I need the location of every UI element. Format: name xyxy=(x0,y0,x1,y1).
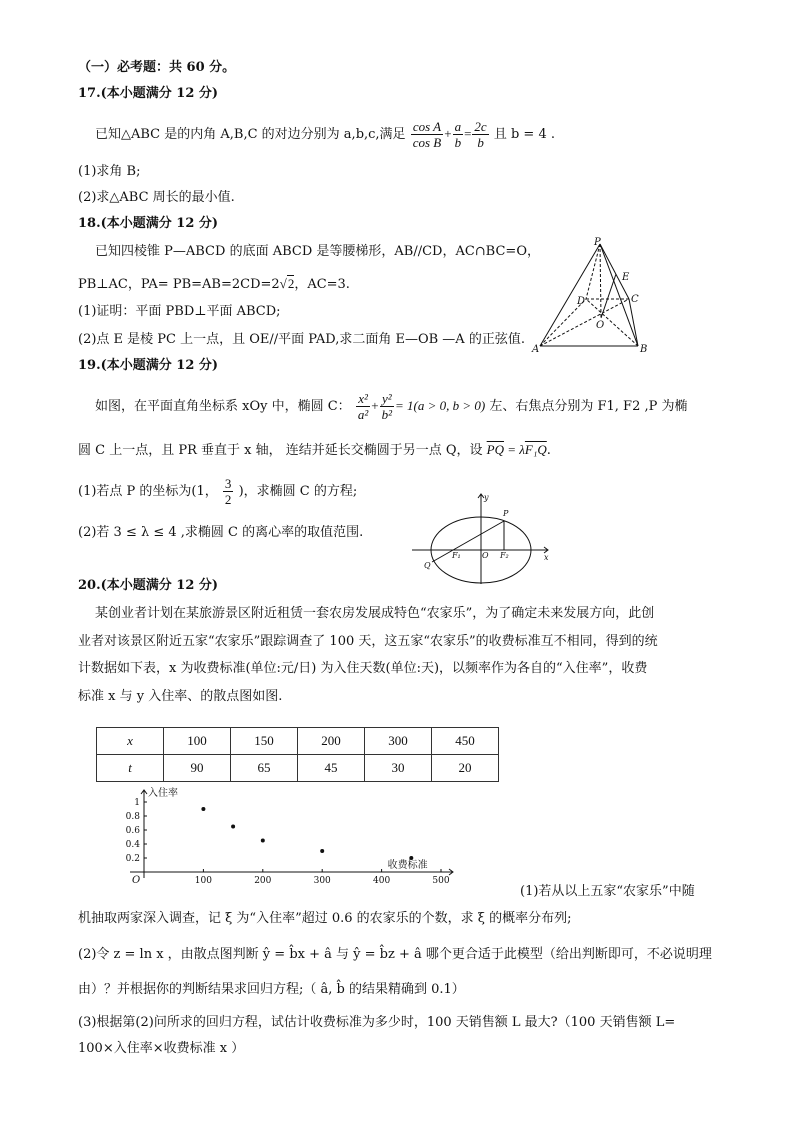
q19-frac-x2a2: $\frac{\text{x²}}{\text{a²}}$ xyxy=(357,391,369,422)
edge-PO-hidden xyxy=(600,244,601,318)
edge-PD-hidden xyxy=(586,244,600,299)
q20-para4: 标准 x 与 y 入住率、的散点图如图. xyxy=(78,689,283,704)
q18-line2-sqrt: 2 xyxy=(287,276,295,291)
y-tick-label: 0.2 xyxy=(125,854,140,864)
q19-frac-y2b2: $\frac{\text{y²}}{\text{b²}}$ xyxy=(381,391,392,422)
q19-line1 xyxy=(95,389,687,424)
q17-equals: = xyxy=(464,126,472,141)
q20-part3-a: (3)根据第(2)问所求的回归方程，试估计收费标准为多少时，100 天销售额 L 最大?（100 天销售额 L= xyxy=(78,1015,676,1030)
segment-PQ xyxy=(432,521,504,562)
table-cell: 65 xyxy=(231,755,298,782)
x-tick-label: 500 xyxy=(432,876,450,884)
scatter-x-label: 收费标准 xyxy=(387,860,428,871)
q20-para2: 业者对该景区附近五家“农家乐”跟踪调查了 100 天，这五家“农家乐”的收费标准互不相同，得到的统 xyxy=(78,634,658,649)
x-tick-label: 400 xyxy=(373,876,391,884)
q19-line1-pre: 如图，在平面直角坐标系 xOy 中，椭圆 C： xyxy=(95,399,351,414)
q18-line2 xyxy=(78,275,350,294)
q17-frac-2cb: $\frac{2c}{b}$ xyxy=(474,119,487,150)
data-table xyxy=(96,727,499,782)
scatter-y-label: 入住率 xyxy=(148,788,178,799)
q19-eq-lambda: = λ xyxy=(504,442,525,457)
label-x: x xyxy=(544,553,549,562)
q17-frac-cos: $\frac{\text{cos A}}{\text{cos B}}$ xyxy=(412,119,442,150)
table-cell: 450 xyxy=(432,728,499,755)
q18-line1: 已知四棱锥 P—ABCD 的底面 ABCD 是等腰梯形，AB//CD，AC∩BC=O， xyxy=(95,244,540,259)
q19-plus: + xyxy=(371,398,379,413)
q19-part1-pre: (1)若点 P 的坐标为(1， xyxy=(78,484,218,499)
scatter-point xyxy=(320,849,324,853)
q19-line2-pre: 圆 C 上一点，且 PR 垂直于 x 轴， 连结并延长交椭圆于另一点 Q，设 xyxy=(78,443,483,458)
q20-part1-b: 机抽取两家深入调查，记 ξ 为“入住率”超过 0.6 的农家乐的个数，求 ξ 的概率分布列; xyxy=(78,911,572,926)
y-tick-label: 1 xyxy=(134,798,140,808)
q18-part2: (2)点 E 是棱 PC 上一点，且 OE//平面 PAD,求二面角 E—OB —A 的正弦值. xyxy=(78,332,525,347)
q19-number: 19.(本小题满分 12 分) xyxy=(78,358,219,373)
pyramid-figure xyxy=(530,236,660,358)
x-tick-label: 300 xyxy=(313,876,331,884)
scatter-origin-label: O xyxy=(132,875,141,884)
table-cell: 150 xyxy=(231,728,298,755)
x-tick-label: 200 xyxy=(254,876,272,884)
q17-stem-pre: 已知△ABC 是的内角 A,B,C 的对边分别为 a,b,c,满足 xyxy=(95,127,406,142)
q20-part2-a: (2)令 z = ln x ，由散点图判断 ŷ = b̂x + â 与 ŷ = b̂z + â 哪个更合适于此模型（给出判断即可，不必说明理 xyxy=(78,947,712,962)
label-y: y xyxy=(484,493,489,502)
label-D: D xyxy=(577,296,586,307)
q20-part1-a: (1)若从以上五家“农家乐”中随 xyxy=(520,884,695,899)
table-cell: 90 xyxy=(164,755,231,782)
label-O: O xyxy=(482,551,489,560)
q20-para3: 计数据如下表，x 为收费标准(单位:元/日) 为入住天数(单位:天)，以频率作为各自的“入住率”，收费 xyxy=(78,661,648,676)
label-O: O xyxy=(596,320,605,331)
q19-line2-post: . xyxy=(546,443,551,458)
q20-number: 20.(本小题满分 12 分) xyxy=(78,578,219,593)
table-cell: 200 xyxy=(298,728,365,755)
table-row-x xyxy=(97,728,499,755)
y-tick-label: 0.4 xyxy=(125,840,140,850)
table-cell: 100 xyxy=(164,728,231,755)
label-F2: F₂ xyxy=(500,551,509,560)
label-E: E xyxy=(622,272,630,283)
label-Q: Q xyxy=(424,561,431,570)
table-cell: 300 xyxy=(365,728,432,755)
q19-part1 xyxy=(78,475,357,509)
label-P: P xyxy=(594,237,601,248)
section-heading: （一）必考题：共 60 分。 xyxy=(78,60,236,75)
q19-frac-3-2: $\frac{3}{2}$ xyxy=(224,476,232,507)
label-P: P xyxy=(503,509,509,518)
q19-ellipse-cond: = 1(a > 0, b > 0) xyxy=(394,398,486,413)
q17-plus: + xyxy=(444,126,452,141)
q17-part1: (1)求角 B; xyxy=(78,164,141,179)
q19-line2 xyxy=(78,441,551,460)
q19-line1-post: 左、右焦点分别为 F1, F2 ,P 为椭 xyxy=(489,399,688,414)
table-row-t xyxy=(97,755,499,782)
scatter-point xyxy=(409,856,413,860)
q20-part3-b: 100×入住率×收费标准 x ） xyxy=(78,1041,245,1056)
scatter-point xyxy=(201,807,205,811)
table-cell: 45 xyxy=(298,755,365,782)
table-header-x: x xyxy=(97,728,164,755)
label-A: A xyxy=(532,344,540,355)
q19-vec-PQ: $\overline{PQ}$ xyxy=(486,442,505,457)
scatter-chart xyxy=(100,786,460,884)
edge-EO xyxy=(601,274,616,318)
label-F1: F₁ xyxy=(452,551,461,560)
label-B: B xyxy=(640,344,648,355)
q18-line2-post: ，AC=3. xyxy=(294,277,350,292)
q19-part2: (2)若 3 ≤ λ ≤ 4 ,求椭圆 C 的离心率的取值范围. xyxy=(78,525,364,540)
y-tick-label: 0.6 xyxy=(125,826,140,836)
table-header-t: t xyxy=(97,755,164,782)
q20-part2-b: 由）？并根据你的判断结果求回归方程;（ â, b̂ 的结果精确到 0.1） xyxy=(78,982,465,997)
q19-part1-post: )，求椭圆 C 的方程; xyxy=(238,484,358,499)
edge-PA xyxy=(540,244,600,346)
q17-stem xyxy=(95,117,555,152)
q18-part1: (1)证明：平面 PBD⊥平面 ABCD; xyxy=(78,304,281,319)
q17-part2: (2)求△ABC 周长的最小值. xyxy=(78,190,235,205)
q17-number: 17.(本小题满分 12 分) xyxy=(78,86,219,101)
q17-stem-post: 且 b = 4 . xyxy=(493,127,555,142)
q17-frac-ab: $\frac{a}{b}$ xyxy=(454,119,462,150)
table-cell: 20 xyxy=(432,755,499,782)
q20-para1: 某创业者计划在某旅游景区附近租赁一套农房发展成特色“农家乐”，为了确定未来发展方向，此创 xyxy=(95,606,655,621)
label-C: C xyxy=(631,294,639,305)
ellipse-figure xyxy=(408,488,556,588)
x-tick-label: 100 xyxy=(194,876,212,884)
q18-line2-pre: PB⊥AC，PA= PB=AB=2CD=2 xyxy=(78,277,280,292)
table-cell: 30 xyxy=(365,755,432,782)
scatter-point xyxy=(261,839,265,843)
sqrt-symbol: √ xyxy=(279,276,287,291)
q18-number: 18.(本小题满分 12 分) xyxy=(78,216,219,231)
q19-vec-F1Q: F₁Q xyxy=(524,442,547,457)
scatter-point xyxy=(231,825,235,829)
y-tick-label: 0.8 xyxy=(125,812,140,822)
